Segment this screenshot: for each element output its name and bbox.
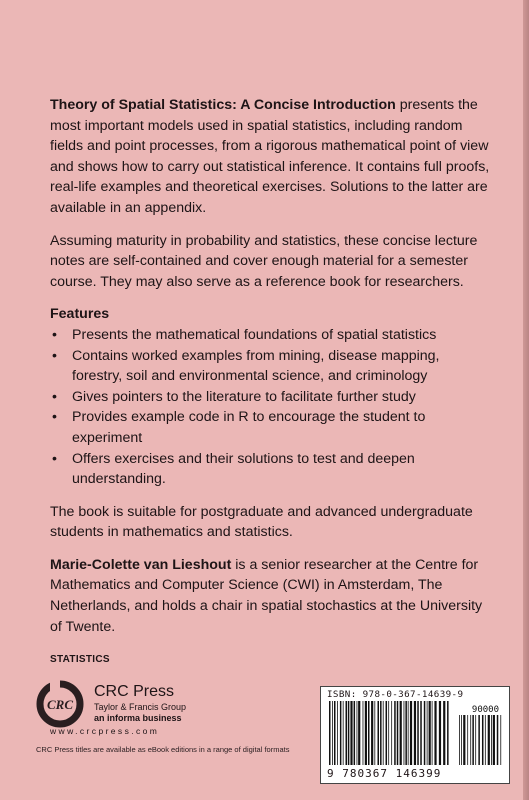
barcode-bar <box>334 701 336 765</box>
author-name: Marie-Colette van Lieshout <box>50 556 232 573</box>
isbn-text: ISBN: 978-0-367-14639-9 <box>327 689 464 700</box>
maturity-paragraph: Assuming maturity in probability and statistics, these concise lecture notes are self-contained and cover enough material for a semester course. They may also serve as a reference book for researchers. <box>50 232 478 290</box>
crc-logo-icon <box>36 680 84 728</box>
author-paragraph <box>50 555 490 637</box>
barcode-bar <box>404 701 405 765</box>
barcode-bar <box>354 701 356 765</box>
price-bar <box>482 715 484 765</box>
barcode-bar <box>337 701 338 765</box>
barcode-bar <box>434 701 436 765</box>
barcode-bar <box>332 701 333 765</box>
barcode-bar <box>424 701 426 765</box>
ebook-note: CRC Press titles are available as eBook editions in a range of digital formats <box>36 745 290 754</box>
price-bar <box>461 715 462 765</box>
barcode-bar <box>346 701 348 765</box>
barcode-bar <box>400 701 402 765</box>
crc-logo-text: CRC <box>46 697 74 712</box>
price-bar <box>493 715 495 765</box>
barcode-bar <box>391 701 392 765</box>
feature-item: • Offers exercises and their solutions to test and deepen understanding. <box>50 449 490 490</box>
price-bar <box>478 715 480 765</box>
price-bar <box>459 715 460 765</box>
barcode-bar <box>340 701 342 765</box>
barcode-bar <box>386 701 388 765</box>
price-bar <box>488 715 490 765</box>
intro-text: presents the most important models used in spatial statistics, including random fields and point processes, from a rigorous mathematical point of view and shows how to carry out statistical inference. It contains full proofs, real-life examples and theoretical exercises. Solutions to the latter are available in an appendix. <box>50 97 490 216</box>
barcode-bar <box>368 701 370 765</box>
price-bar <box>485 715 486 765</box>
price-bar <box>475 715 476 765</box>
barcode-bar <box>432 701 433 765</box>
barcode-bar <box>348 701 350 765</box>
barcode-bar <box>427 701 428 765</box>
feature-item: • Contains worked examples from mining, disease mapping, forestry, soil and environmental science, and criminology <box>50 346 490 387</box>
intro-paragraph <box>50 95 490 219</box>
barcode-bar <box>357 701 358 765</box>
audience-paragraph: The book is suitable for postgraduate and advanced undergraduate students in mathematics and statistics. <box>50 503 473 541</box>
price-bar <box>497 715 499 765</box>
price-bar <box>491 715 492 765</box>
price-bar <box>500 715 501 765</box>
barcode-bar <box>374 701 375 765</box>
barcode-bar <box>380 701 382 765</box>
publisher-group: Taylor & Francis Group <box>94 702 187 712</box>
price-code: 90000 <box>471 705 499 715</box>
price-bar <box>470 715 471 765</box>
barcode-bar <box>388 701 389 765</box>
barcode-bar <box>417 701 419 765</box>
barcode-bar <box>447 701 449 765</box>
barcode-number: 9 780367 146399 <box>327 767 442 780</box>
barcode-bar <box>443 701 445 765</box>
price-bar <box>467 715 468 765</box>
spine-edge <box>523 0 529 800</box>
barcode-bar <box>383 701 384 765</box>
barcode-bar <box>350 701 352 765</box>
features-list <box>50 325 490 490</box>
barcode-bar <box>397 701 399 765</box>
barcode-bar <box>343 701 344 765</box>
feature-item: • Presents the mathematical foundations of spatial statistics <box>50 325 490 346</box>
barcode-bar <box>405 701 407 765</box>
barcode-bar <box>408 701 409 765</box>
barcode-box <box>320 686 510 784</box>
author-bio: is a senior researcher at the Centre for Mathematics and Computer Science (CWI) in Amsterdam, The Netherlands, and holds a chair in spatial stochastics at the University of Twente. <box>50 556 483 635</box>
barcode-bar <box>363 701 364 765</box>
feature-item: • Provides example code in R to encourage the student to experiment <box>50 407 490 448</box>
publisher-name: CRC Press <box>94 683 175 700</box>
features-heading: Features <box>50 306 110 323</box>
barcode-bar <box>365 701 367 765</box>
barcode-bar <box>414 701 416 765</box>
barcode-bar <box>394 701 396 765</box>
barcode-bar <box>329 701 331 765</box>
feature-item: • Gives pointers to the literature to facilitate further study <box>50 387 490 408</box>
barcode-bar <box>420 701 422 765</box>
barcode-bar <box>377 701 379 765</box>
barcode-bar <box>429 701 431 765</box>
category-label: STATISTICS <box>50 654 110 665</box>
publisher-informa: an informa business <box>94 713 182 723</box>
barcode-bar <box>439 701 441 765</box>
barcode-bar <box>358 701 360 765</box>
price-bar <box>463 715 465 765</box>
book-title: Theory of Spatial Statistics: A Concise Introduction <box>50 97 396 113</box>
publisher-url: www.crcpress.com <box>50 726 160 736</box>
barcode-icon <box>327 701 503 769</box>
barcode-bar <box>371 701 373 765</box>
barcode-bar <box>410 701 412 765</box>
price-bar <box>472 715 474 765</box>
back-cover-blurb <box>50 95 490 649</box>
